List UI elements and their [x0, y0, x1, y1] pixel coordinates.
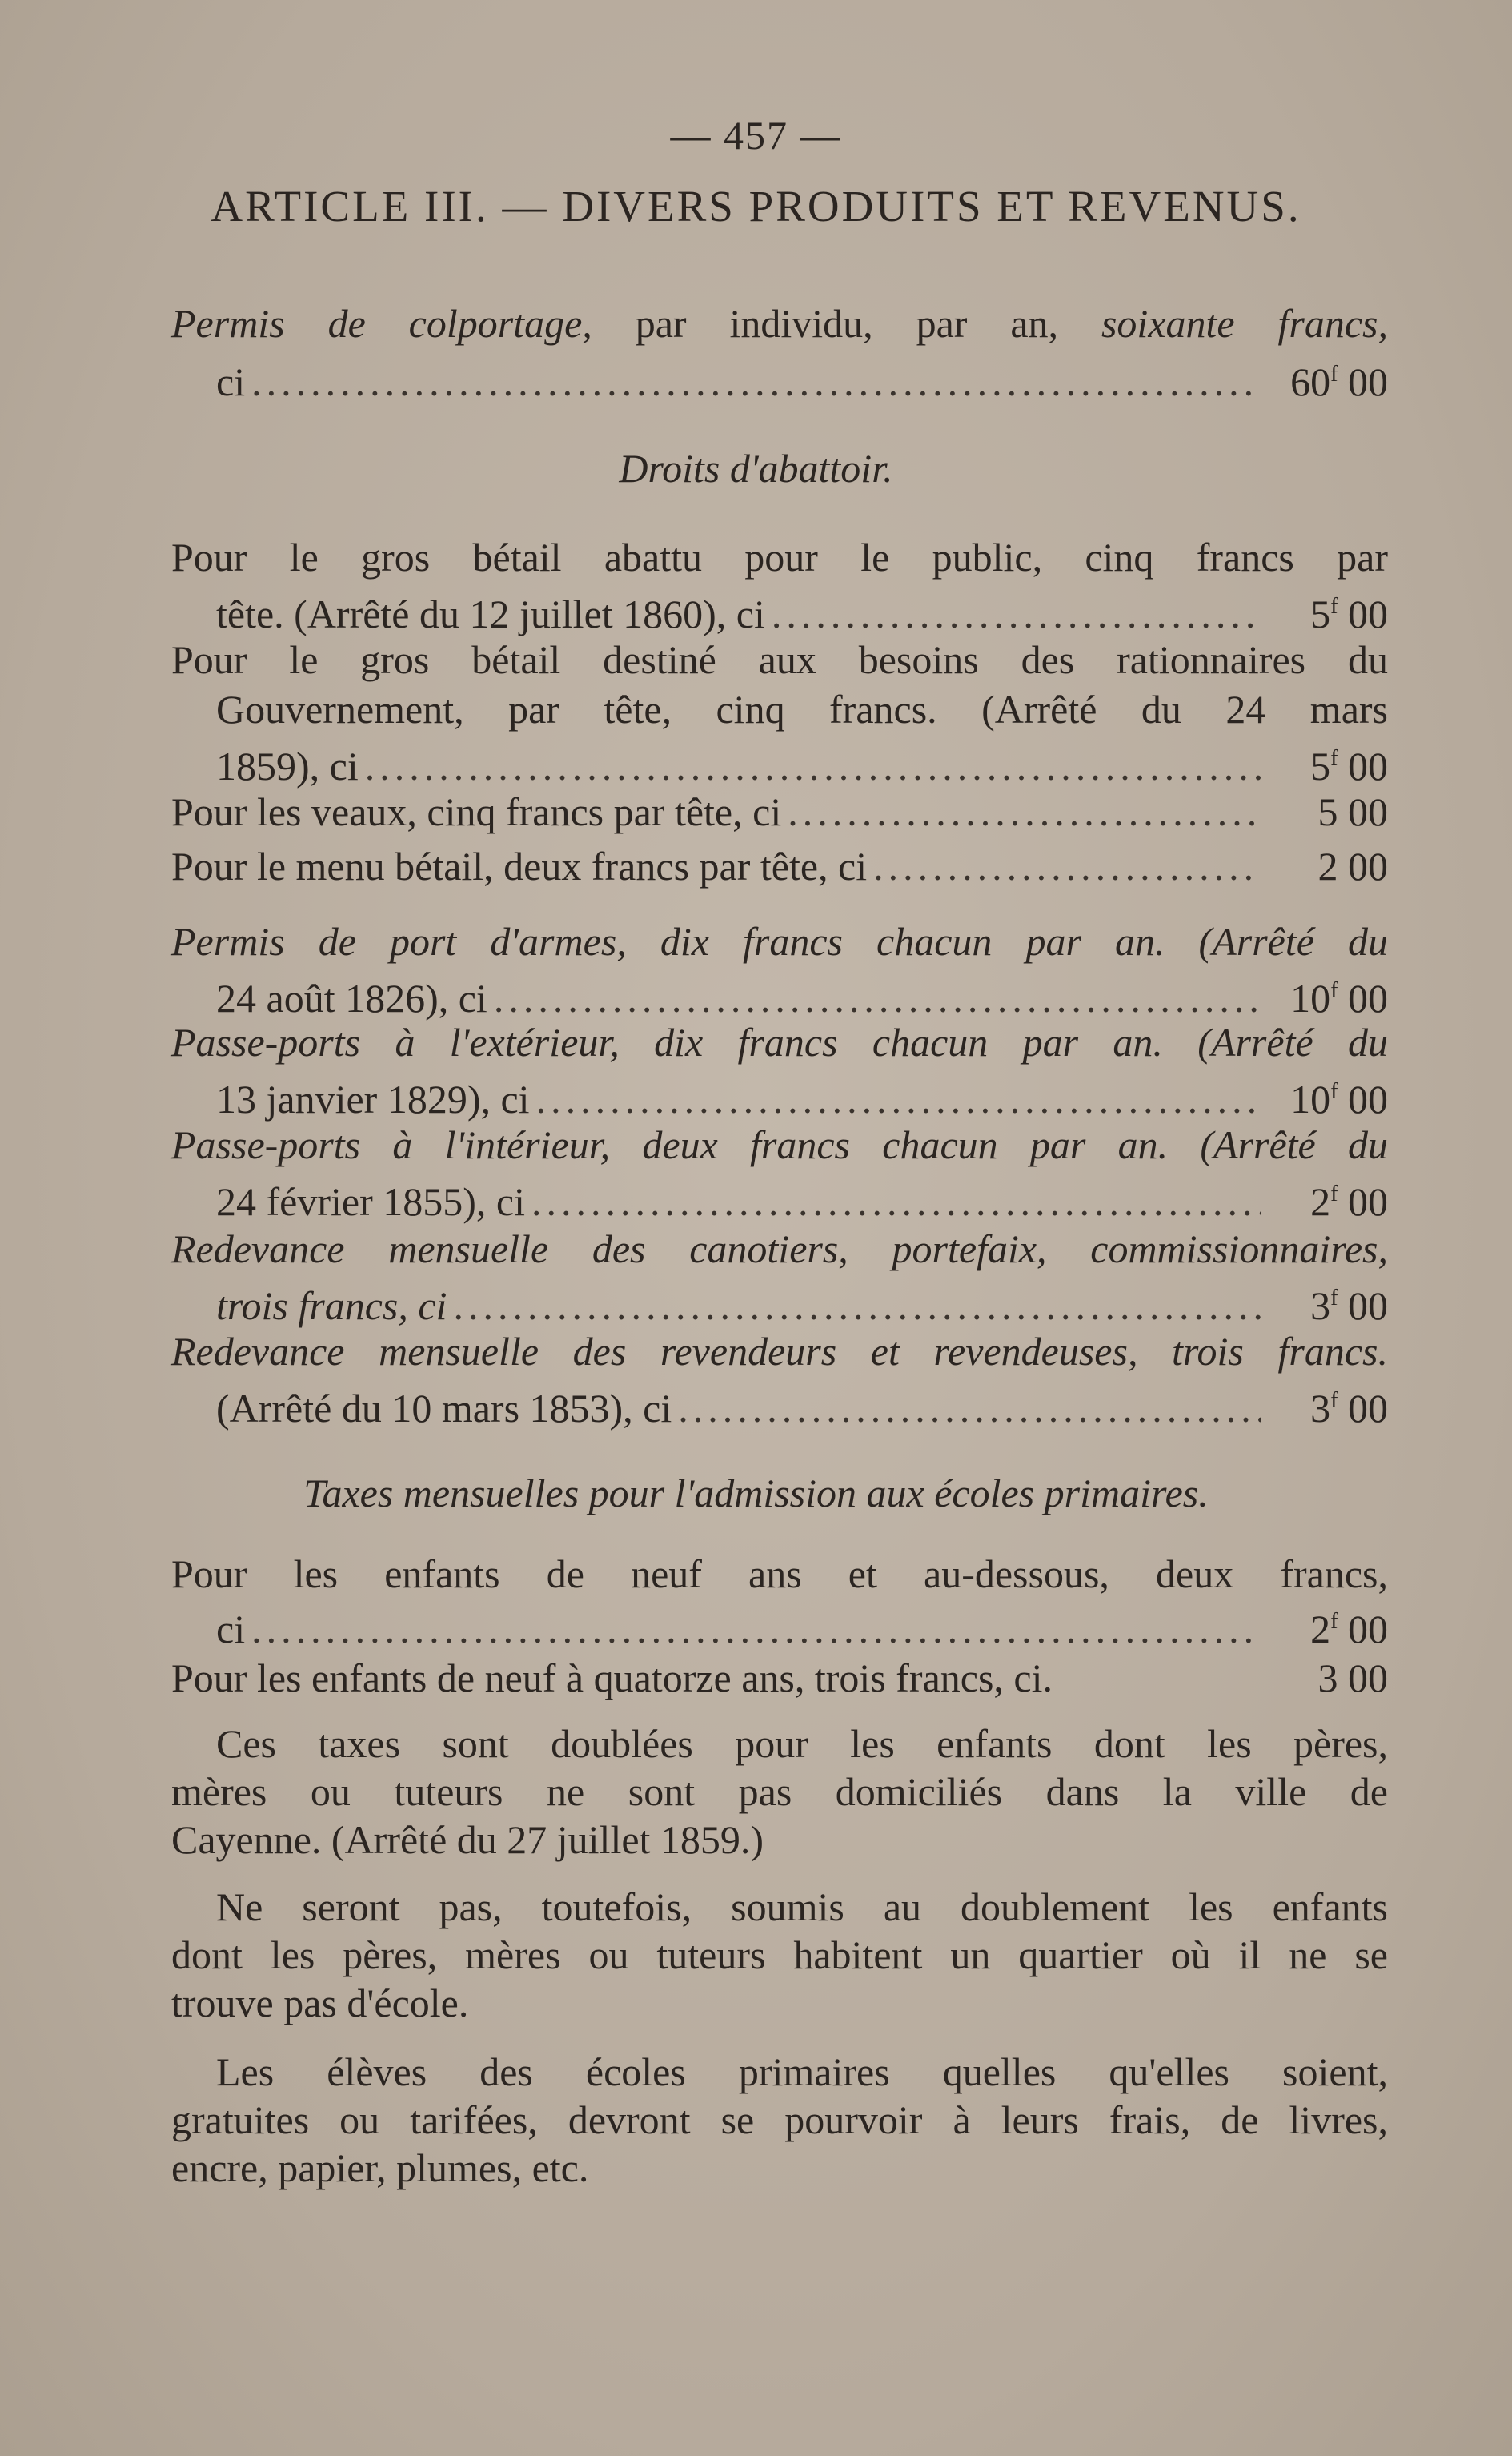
- para-3-line-3: encre, papier, plumes, etc.: [171, 2145, 589, 2190]
- abattoir-4: Pour le menu bétail, deux francs par tête, ci ..... 2 00: [171, 841, 1388, 892]
- canotiers-last: trois francs, ci ..... 3$^f$ 00: [216, 1273, 1388, 1324]
- passe-int-line-1: Passe-ports à l'intérieur, deux francs chacun par an. (Arrêté du: [171, 1122, 1388, 1167]
- taxes-2: Pour les enfants de neuf à quatorze ans, trois francs, ci. 3 00: [171, 1655, 1388, 1700]
- colportage-line-1: Permis de colportage, par individu, par an, soixante francs,: [171, 301, 1389, 346]
- page-number: — 457 —: [670, 113, 842, 158]
- para-2-line-2: dont les pères, mères ou tuteurs habitent un quartier où il ne se: [171, 1932, 1388, 1977]
- subheading-taxes: Taxes mensuelles pour l'admission aux écoles primaires.: [303, 1471, 1209, 1515]
- abattoir-1-last: tête. (Arrêté du 12 juillet 1860), ci ..... 5$^f$ 00: [216, 581, 1388, 632]
- taxes-1-line-1: Pour les enfants de neuf ans et au-dessous, deux francs,: [171, 1551, 1388, 1596]
- passe-ext-line-1: Passe-ports à l'extérieur, dix francs chacun par an. (Arrêté du: [171, 1020, 1388, 1065]
- para-1-line-2: mères ou tuteurs ne sont pas domiciliés dans la ville de: [171, 1769, 1388, 1814]
- armes-last: 24 août 1826), ci ..... 10$^f$ 00: [216, 965, 1388, 1017]
- colportage-line-2: ci ..... 60$^f$ 00: [216, 349, 1388, 400]
- passe-int-last: 24 février 1855), ci ..... 2$^f$ 00: [216, 1169, 1388, 1220]
- para-3-line-2: gratuites ou tarifées, devront se pourvoir à leurs frais, de livres,: [171, 2097, 1388, 2142]
- armes-line-1: Permis de port d'armes, dix francs chacun par an. (Arrêté du: [171, 919, 1388, 964]
- revendeurs-last: (Arrêté du 10 mars 1853), ci ..... 3$^f$ 00: [216, 1375, 1388, 1427]
- abattoir-2-line-1: Pour le gros bétail destiné aux besoins des rationnaires du: [171, 637, 1388, 682]
- passe-ext-last: 13 janvier 1829), ci ..... 10$^f$ 00: [216, 1066, 1388, 1118]
- abattoir-3: Pour les veaux, cinq francs par tête, ci ..... 5 00: [171, 786, 1388, 837]
- revendeurs-line-1: Redevance mensuelle des revendeurs et revendeuses, trois francs.: [171, 1329, 1388, 1374]
- taxes-1-last: ci ..... 2$^f$ 00: [216, 1596, 1388, 1647]
- abattoir-2-last: 1859), ci ..... 5$^f$ 00: [216, 733, 1388, 785]
- abattoir-1-line-1: Pour le gros bétail abattu pour le public, cinq francs par: [171, 535, 1388, 580]
- canotiers-line-1: Redevance mensuelle des canotiers, portefaix, commissionnaires,: [171, 1226, 1388, 1271]
- para-3-line-1: Les élèves des écoles primaires quelles qu'elles soient,: [216, 2049, 1388, 2094]
- leader-dots: [251, 356, 1261, 407]
- para-1-line-3: Cayenne. (Arrêté du 27 juillet 1859.): [171, 1817, 764, 1862]
- para-2-line-3: trouve pas d'école.: [171, 1980, 469, 2025]
- para-1-line-1: Ces taxes sont doublées pour les enfants dont les pères,: [216, 1721, 1388, 1766]
- subheading-abattoir: Droits d'abattoir.: [619, 446, 893, 491]
- article-heading: ARTICLE III. — DIVERS PRODUITS ET REVENUS.: [211, 182, 1301, 231]
- para-2-line-1: Ne seront pas, toutefois, soumis au doublement les enfants: [216, 1884, 1388, 1929]
- amount: 60$^f$ 00: [1290, 359, 1388, 404]
- abattoir-2-line-2: Gouvernement, par tête, cinq francs. (Arrêté du 24 mars: [216, 687, 1388, 732]
